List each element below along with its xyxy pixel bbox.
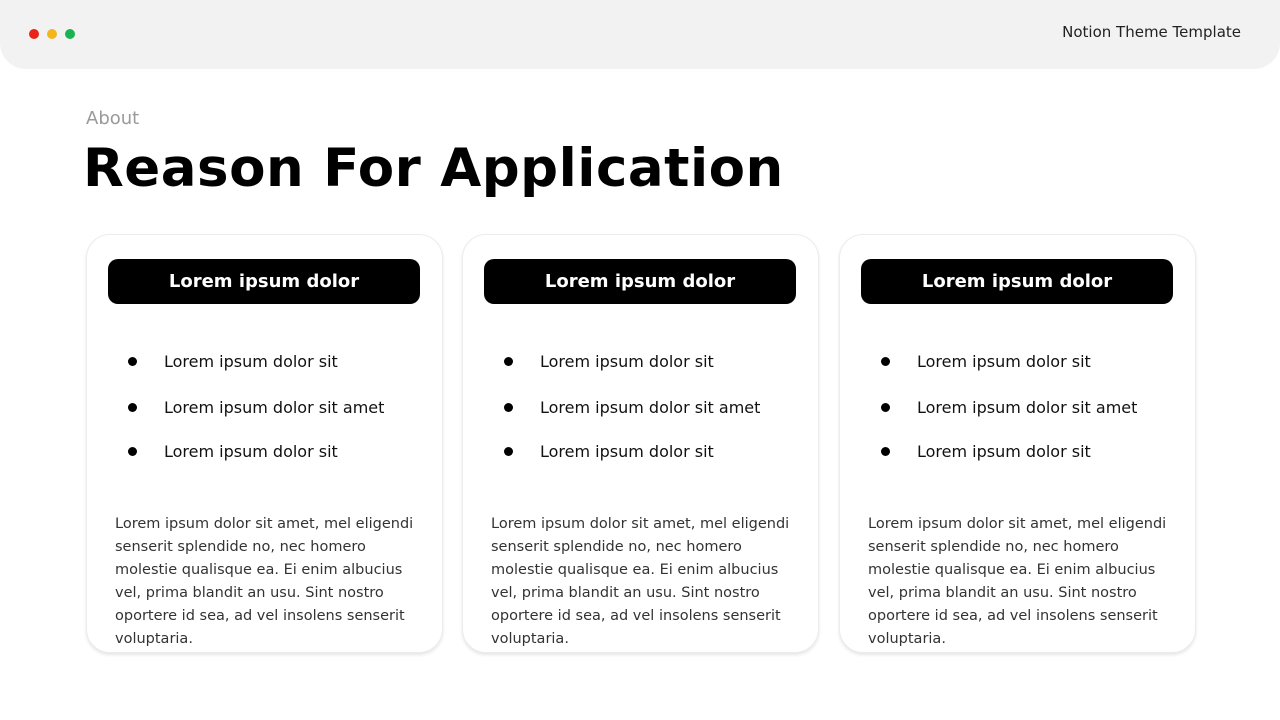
card-2 — [462, 234, 819, 653]
bullet-text: Lorem ipsum dolor sit amet — [917, 397, 1138, 417]
bullet-text: Lorem ipsum dolor sit — [917, 351, 1091, 371]
list-item — [881, 439, 1091, 463]
bullet-text: Lorem ipsum dolor sit — [917, 441, 1091, 461]
bullet-text: Lorem ipsum dolor sit — [540, 441, 714, 461]
card-3 — [839, 234, 1196, 653]
minimize-dot-icon[interactable] — [47, 29, 57, 39]
bullet-icon — [504, 403, 513, 412]
bullet-text: Lorem ipsum dolor sit amet — [540, 397, 761, 417]
section-label: About — [86, 108, 140, 129]
cards-container — [86, 234, 1196, 654]
card-body: Lorem ipsum dolor sit amet, mel eligendi senserit splendide no, nec homero molestie qualisque ea. Ei enim albucius vel, prima blandit an usu. Sint nostro oportere id sea, ad vel insolens senserit voluptaria. — [115, 516, 414, 647]
template-name: Notion Theme Template — [1062, 23, 1241, 41]
list-item — [504, 395, 760, 419]
bullet-icon — [881, 403, 890, 412]
close-dot-icon[interactable] — [29, 29, 39, 39]
bullet-icon — [128, 403, 137, 412]
list-item — [128, 349, 338, 373]
list-item — [881, 395, 1137, 419]
bullet-text: Lorem ipsum dolor sit — [540, 351, 714, 371]
card-heading: Lorem ipsum dolor — [861, 259, 1173, 304]
card-heading: Lorem ipsum dolor — [484, 259, 796, 304]
top-bar — [0, 0, 1280, 69]
list-item — [128, 439, 338, 463]
card-heading: Lorem ipsum dolor — [108, 259, 420, 304]
bullet-icon — [504, 357, 513, 366]
bullet-text: Lorem ipsum dolor sit amet — [164, 397, 385, 417]
bullet-icon — [881, 447, 890, 456]
list-item — [881, 349, 1091, 373]
card-body: Lorem ipsum dolor sit amet, mel eligendi senserit splendide no, nec homero molestie qualisque ea. Ei enim albucius vel, prima blandit an usu. Sint nostro oportere id sea, ad vel insolens senserit voluptaria. — [491, 516, 790, 647]
page-title: Reason For Application — [83, 138, 784, 199]
card-1 — [86, 234, 443, 653]
list-item — [504, 439, 714, 463]
maximize-dot-icon[interactable] — [65, 29, 75, 39]
bullet-icon — [881, 357, 890, 366]
card-body: Lorem ipsum dolor sit amet, mel eligendi senserit splendide no, nec homero molestie qualisque ea. Ei enim albucius vel, prima blandit an usu. Sint nostro oportere id sea, ad vel insolens senserit voluptaria. — [868, 516, 1167, 647]
bullet-text: Lorem ipsum dolor sit — [164, 441, 338, 461]
list-item — [128, 395, 384, 419]
bullet-text: Lorem ipsum dolor sit — [164, 351, 338, 371]
window-controls — [29, 29, 75, 39]
bullet-icon — [128, 447, 137, 456]
bullet-icon — [504, 447, 513, 456]
list-item — [504, 349, 714, 373]
bullet-icon — [128, 357, 137, 366]
